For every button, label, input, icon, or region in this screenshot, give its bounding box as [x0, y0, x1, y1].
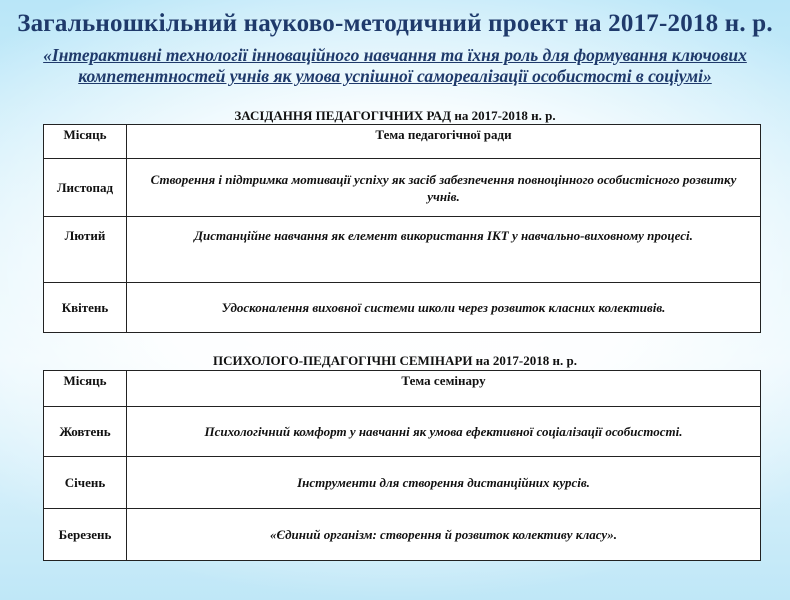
- subtitle-line-1: «Інтерактивні технології інноваційного навчання та їхня роль для формування ключових: [43, 45, 747, 65]
- month-cell: Березень: [44, 509, 127, 561]
- col-topic-header: Тема семінару: [127, 371, 761, 407]
- topic-cell: Дистанційне навчання як елемент використання ІКТ у навчально-виховному процесі.: [127, 217, 761, 283]
- col-month-header: Місяць: [44, 371, 127, 407]
- month-cell: Листопад: [44, 159, 127, 217]
- topic-cell: Удосконалення виховної системи школи через розвиток класних колективів.: [127, 283, 761, 333]
- month-cell: Січень: [44, 457, 127, 509]
- subtitle-line-2: компетентностей учнів як умова успішної самореалізації особистості в соціумі»: [78, 66, 712, 86]
- month-cell: Лютий: [44, 217, 127, 283]
- table-row: [44, 283, 761, 333]
- psych-seminars-table: [43, 370, 761, 561]
- topic-cell: Створення і підтримка мотивації успіху як засіб забезпечення повноцінного особистісного розвитку учнів.: [127, 159, 761, 217]
- page-title: Загальношкільний науково-методичний проект на 2017-2018 н. р.: [17, 10, 773, 37]
- month-cell: Жовтень: [44, 407, 127, 457]
- topic-cell: Інструменти для створення дистанційних курсів.: [127, 457, 761, 509]
- topic-cell: Психологічний комфорт у навчанні як умова ефективної соціалізації особистості.: [127, 407, 761, 457]
- psych-seminars-title: ПСИХОЛОГО-ПЕДАГОГІЧНІ СЕМІНАРИ на 2017-2018 н. р.: [213, 353, 577, 368]
- table-row: [44, 407, 761, 457]
- table-row: [44, 159, 761, 217]
- col-month-header: Місяць: [44, 125, 127, 159]
- col-topic-header: Тема педагогічної ради: [127, 125, 761, 159]
- ped-councils-table: [43, 124, 761, 333]
- table-row: [44, 457, 761, 509]
- table-row: [44, 217, 761, 283]
- ped-councils-title: ЗАСІДАННЯ ПЕДАГОГІЧНИХ РАД на 2017-2018 н. р.: [234, 108, 556, 123]
- month-cell: Квітень: [44, 283, 127, 333]
- project-subtitle: [0, 45, 790, 87]
- table-row: [44, 509, 761, 561]
- table-header-row: [44, 125, 761, 159]
- table-header-row: [44, 371, 761, 407]
- topic-cell: «Єдиний організм: створення й розвиток колективу класу».: [127, 509, 761, 561]
